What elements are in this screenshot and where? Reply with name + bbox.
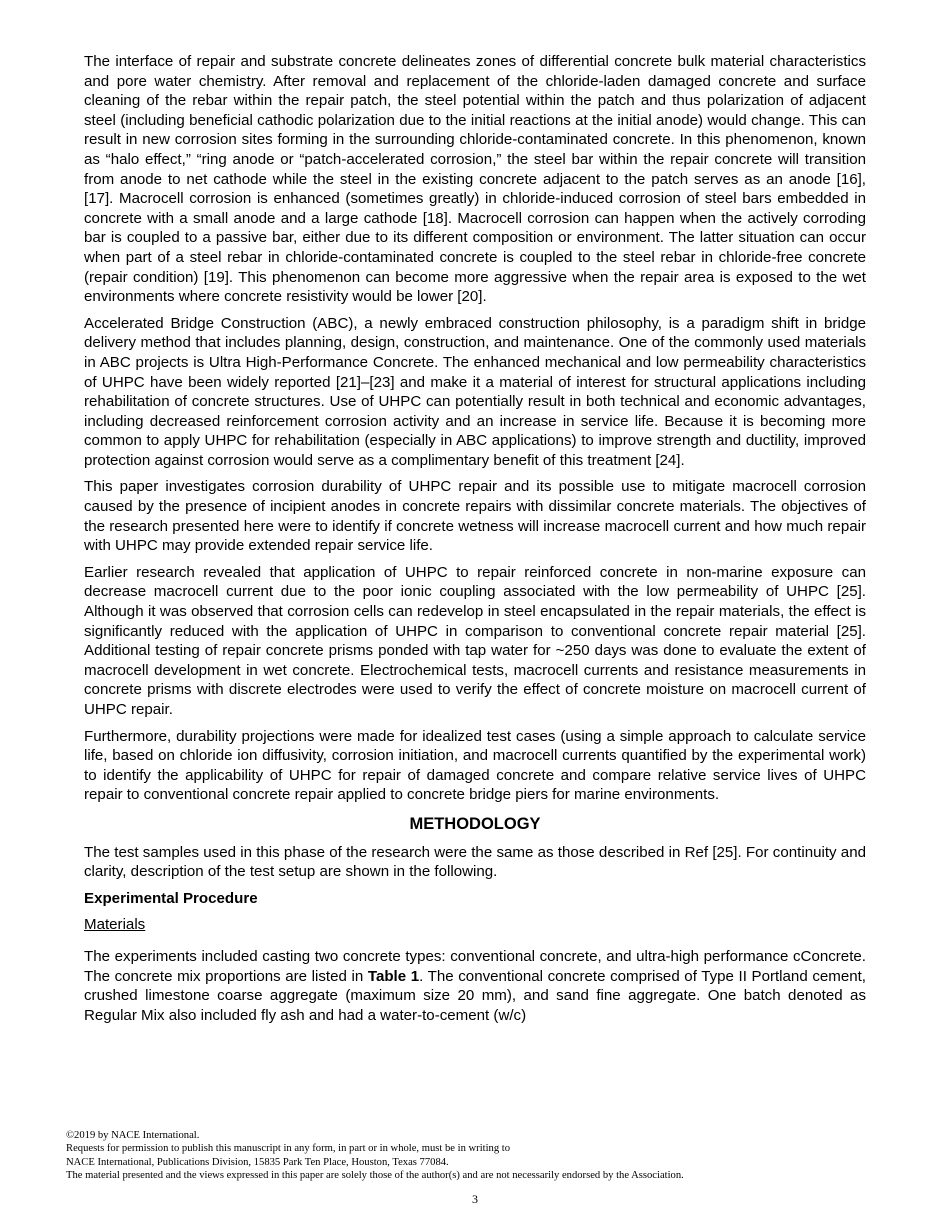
paragraph-abc: Accelerated Bridge Construction (ABC), a newly embraced construction philosophy, is a paradigm shift in bridge delivery method that includes planning, design, construction, and maintenance. One of the commonly used materials in ABC projects is Ultra High-Performance Concrete. The enhanced mechanical and low permeability characteristics of UHPC have been widely reported [21]–[23] and make it a material of interest for structural applications including rehabilitation of concrete structures. Use of UHPC can potentially result in both technical and economic advantages, including decreased reinforcement corrosion activity and an increase in service life. Because it is becoming more common to apply UHPC for rehabilitation (especially in ABC applications) to improve strength and ductility, improved protection against corrosion would serve as a complimentary benefit of this treatment [24]. xyxy=(84,314,866,469)
page-body xyxy=(84,52,866,1032)
footer-address: NACE International, Publications Division, 15835 Park Ten Place, Houston, Texas 77084. xyxy=(66,1156,449,1168)
page-number: 3 xyxy=(472,1192,478,1206)
paragraph-methodology-intro: The test samples used in this phase of the research were the same as those described in Ref [25]. For continuity and clarity, description of the test setup are shown in the following. xyxy=(84,843,866,881)
table-1-reference: Table 1 xyxy=(367,967,420,985)
footer-disclaimer: The material presented and the views expressed in this paper are solely those of the author(s) and are not necessarily endorsed by the Association. xyxy=(66,1170,684,1182)
paragraph-materials xyxy=(84,947,866,1025)
paragraph-halo-effect: The interface of repair and substrate concrete delineates zones of differential concrete bulk material characteristics and pore water chemistry. After removal and replacement of the chloride-laden damaged concrete and surface cleaning of the rebar within the repair patch, the steel potential within the patch and thus polarization of adjacent steel (including beneficial cathodic polarization due to the initial reactions at the initial anode) would change. This can result in new corrosion sites forming in the surrounding chloride-contaminated concrete. In this phenomenon, known as “halo effect,” “ring anode or “patch-accelerated corrosion,” the steel bar within the repair concrete will transition from anode to net cathode while the steel in the existing concrete adjacent to the patch serves as an anode [16], [17]. Macrocell corrosion is enhanced (sometimes greatly) in chloride-induced corrosion of steel bars embedded in concrete with a small anode and a large cathode [18]. Macrocell corrosion can happen when the actively corroding bar is coupled to a passive bar, either due to its different composition or environment. The latter situation can occur when part of a steel rebar in chloride-contaminated concrete is coupled to the steel rebar in chloride-free concrete (repair condition) [19]. This phenomenon can become more aggressive when the repair area is exposed to the wet environments where concrete resistivity would be lower [20]. xyxy=(84,53,866,306)
materials-text-end: . The conventional concrete comprised of Type II Portland cement, crushed limestone coarse aggregate (maximum size 20 mm), and sand fine aggregate. One batch denoted as Regular Mix also included fly ash and had a water-to-cement (w/c) xyxy=(84,967,867,1024)
paragraph-objectives: This paper investigates corrosion durability of UHPC repair and its possible use to mitigate macrocell corrosion caused by the presence of incipient anodes in concrete repairs with dissimilar concrete materials. The objectives of the research presented here were to identify if concrete wetness will increase macrocell current and how much repair with UHPC may provide extended repair service life. xyxy=(84,478,866,555)
footer-copyright: ©2019 by NACE International. xyxy=(66,1130,200,1141)
paragraph-durability-projections: Furthermore, durability projections were made for idealized test cases (using a simple approach to calculate service life, based on chloride ion diffusivity, corrosion initiation, and macrocell currents quantified by the experimental work) to identify the applicability of UHPC for repair of damaged concrete and compare relative service lives of UHPC repair to conventional concrete repair applied to concrete bridge piers for marine environments. xyxy=(84,727,866,804)
section-title-methodology: METHODOLOGY xyxy=(409,814,541,833)
subheading-materials: Materials xyxy=(84,916,146,934)
materials-text-start: The experiments included casting two concrete types: conventional concrete, and ultra-high performance cConcrete. The concrete mix proportions are listed in xyxy=(84,947,866,985)
page-footer xyxy=(66,1129,886,1183)
footer-permission: Requests for permission to publish this manuscript in any form, in part or in whole, must be in writing to xyxy=(66,1143,511,1155)
subheading-experimental-procedure: Experimental Procedure xyxy=(84,889,258,907)
paragraph-earlier-research: Earlier research revealed that application of UHPC to repair reinforced concrete in non-marine exposure can decrease macrocell current due to the poor ionic coupling associated with the low permeability of UHPC [25]. Although it was observed that corrosion cells can redevelop in steel encapsulated in the repair materials, the effect is significantly reduced with the application of UHPC in comparison to conventional concrete repair material [25]. Additional testing of repair concrete prisms ponded with tap water for ~250 days was done to evaluate the extent of macrocell development in wet concrete. Electrochemical tests, macrocell currents and resistance measurements in concrete prisms with discrete electrodes were used to verify the effect of concrete moisture on macrocell current of UHPC repair. xyxy=(84,563,866,718)
